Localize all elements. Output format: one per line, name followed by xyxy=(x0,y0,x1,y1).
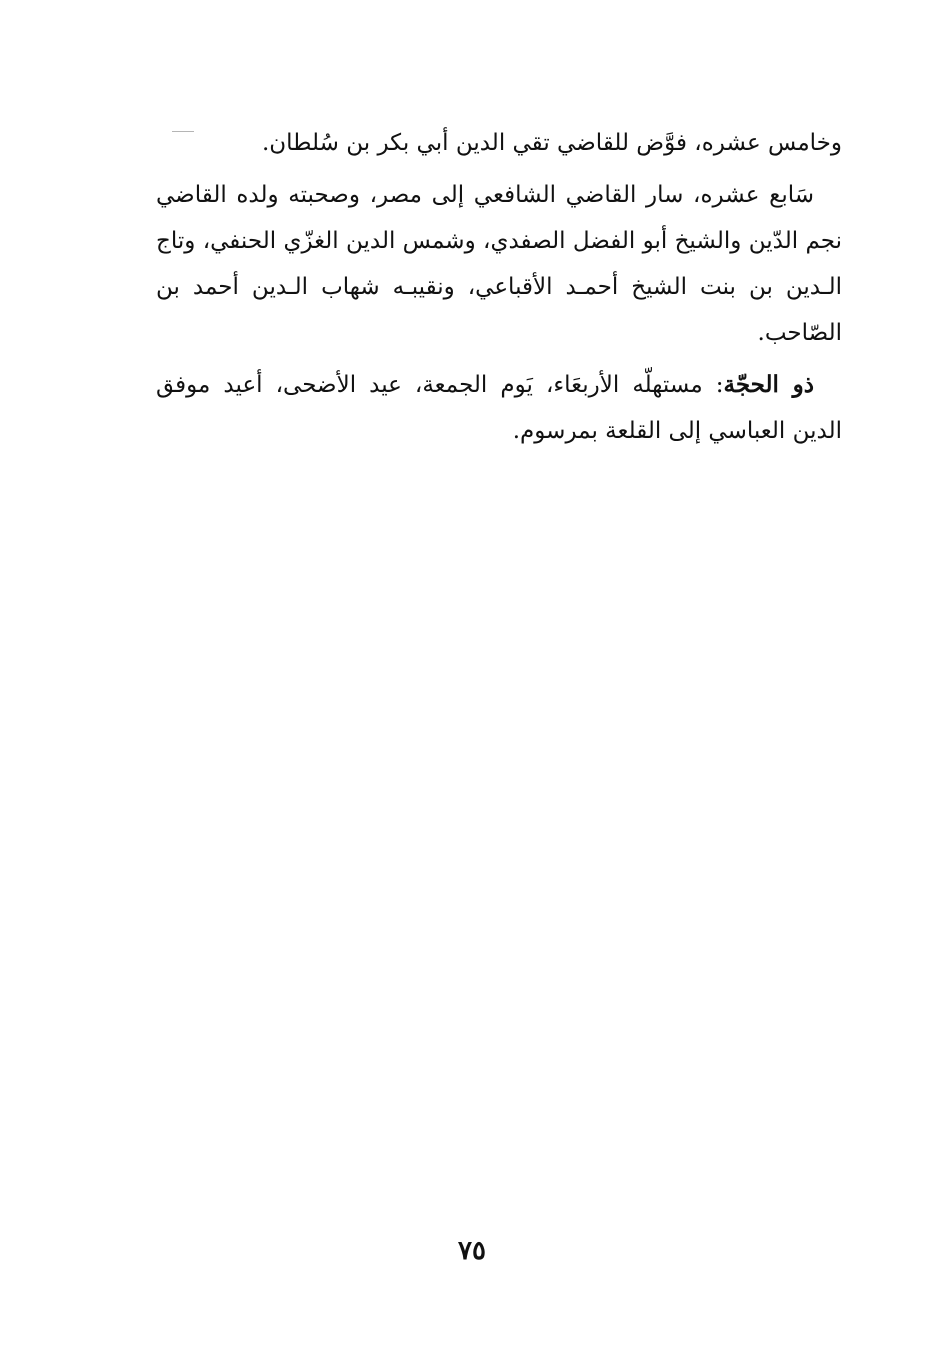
body-text xyxy=(156,120,842,460)
paragraph-3-lead: ذو الحجّة xyxy=(723,371,815,398)
paragraph-2 xyxy=(156,172,842,356)
paragraph-3 xyxy=(156,362,842,454)
page-number: ٧٥ xyxy=(458,1236,486,1266)
paragraph-1-text: وخامس عشره، فوَّض للقاضي تقي الدين أبي بكر بن سُلطان. xyxy=(261,130,842,156)
paragraph-3-text: : مستهلّه الأربعَاء، يَوم الجمعة، عيد الأضحى، أعيد موفق الدين العباسي إلى القلعة بمرسوم. xyxy=(156,372,842,444)
paragraph-2-text: سَابع عشره، سار القاضي الشافعي إلى مصر، وصحبته ولده القاضي نجم الدّين والشيخ أبو الفضل الصفدي، وشمس الدين الغزّي الحنفي، وتاج الـدين بن بنت الشيخ أحمـد الأقباعي، ونقيبـه شهاب الـدين أحمد بن الصّاحب. xyxy=(156,182,842,346)
paragraph-1 xyxy=(156,120,842,166)
